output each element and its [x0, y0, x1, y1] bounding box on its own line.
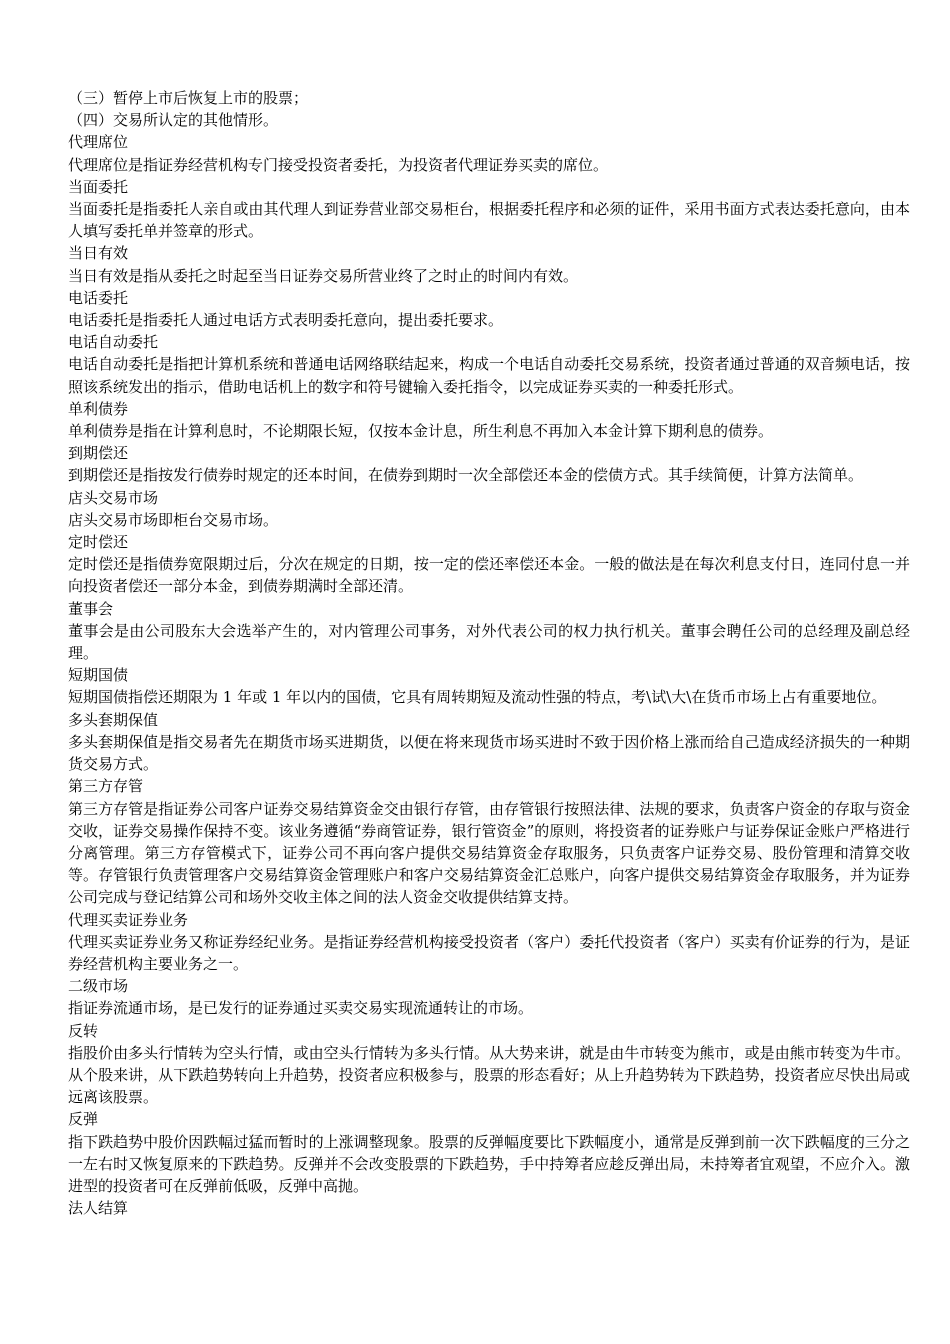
- term-definition: 第三方存管是指证券公司客户证券交易结算资金交由银行存管，由存管银行按照法律、法规的要求，负责客户资金的存取与资金交收，证券交易操作保持不变。该业务遵循“券商管证券，银行管资金”的原则，将投资者的证券账户与证券保证金账户严格进行分离管理。第三方存管模式下，证券公司不再向客户提供交易结算资金存取服务，只负责客户证券交易、股份管理和清算交收等。存管银行负责管理客户交易结算资金管理账户和客户交易结算资金汇总账户，向客户提供交易结算资金存取服务，并为证券公司完成与登记结算公司和场外交收主体之间的法人资金交收提供结算支持。: [68, 799, 910, 907]
- term-heading: 反弹: [68, 1110, 99, 1129]
- term-heading: 董事会: [68, 599, 114, 618]
- term-heading: 定时偿还: [68, 533, 129, 552]
- term-definition: 多头套期保值是指交易者先在期货市场买进期货，以便在将来现货市场买进时不致于因价格上涨而给自己造成经济损失的一种期货交易方式。: [68, 732, 910, 774]
- term-definition: 到期偿还是指按发行债券时规定的还本时间，在债券到期时一次全部偿还本金的偿债方式。其手续简便，计算方法简单。: [68, 466, 864, 485]
- term-heading: 电话委托: [68, 288, 129, 307]
- term-heading: 到期偿还: [68, 444, 129, 463]
- list-item: （三）暂停上市后恢复上市的股票；: [68, 89, 309, 107]
- term-heading: 法人结算: [68, 1199, 129, 1218]
- term-definition: 短期国债指偿还期限为 1 年或 1 年以内的国债，它具有周转期短及流动性强的特点，考\试\大\在货币市场上占有重要地位。: [68, 688, 887, 707]
- term-definition: 指股价由多头行情转为空头行情，或由空头行情转为多头行情。从大势来讲，就是由牛市转变为熊市，或是由熊市转变为牛市。从个股来讲，从下跌趋势转向上升趋势，投资者应积极参与，股票的形态看好；从上升趋势转为下跌趋势，投资者应尽快出局或远离该股票。: [68, 1043, 910, 1107]
- term-definition: 当面委托是指委托人亲自或由其代理人到证券营业部交易柜台，根据委托程序和必须的证件，采用书面方式表达委托意向，由本人填写委托单并签章的形式。: [68, 200, 910, 241]
- term-heading: 当日有效: [68, 244, 129, 263]
- list-item: （四）交易所认定的其他情形。: [68, 111, 279, 130]
- term-definition: 店头交易市场即柜台交易市场。: [68, 510, 279, 529]
- term-definition: 指下跌趋势中股价因跌幅过猛而暂时的上涨调整现象。股票的反弹幅度要比下跌幅度小，通常是反弹到前一次下跌幅度的三分之一左右时又恢复原来的下跌趋势。反弹并不会改变股票的下跌趋势，手中持筹者应趁反弹出局，未持筹者宜观望，不应介入。激进型的投资者可在反弹前低吸，反弹中高抛。: [68, 1132, 910, 1195]
- term-definition: 代理席位是指证券经营机构专门接受投资者委托，为投资者代理证券买卖的席位。: [68, 155, 609, 174]
- document-page: [68, 87, 910, 1219]
- term-heading: 短期国债: [68, 666, 129, 685]
- term-heading: 第三方存管: [68, 777, 144, 796]
- term-definition: 单利债券是指在计算利息时，不论期限长短，仅按本金计息，所生利息不再加入本金计算下期利息的债券。: [68, 422, 774, 441]
- term-definition: 定时偿还是指债券宽限期过后，分次在规定的日期，按一定的偿还率偿还本金。一般的做法是在每次利息支付日，连同付息一并向投资者偿还一部分本金，到债券期满时全部还清。: [68, 555, 910, 596]
- term-heading: 代理席位: [68, 133, 129, 152]
- term-definition: 电话自动委托是指把计算机系统和普通电话网络联结起来，构成一个电话自动委托交易系统，投资者通过普通的双音频电话，按照该系统发出的指示，借助电话机上的数字和符号键输入委托指令，以完成证券买卖的一种委托形式。: [68, 355, 910, 396]
- term-heading: 多头套期保值: [68, 710, 159, 729]
- term-heading: 代理买卖证券业务: [68, 910, 189, 929]
- term-definition: 指证券流通市场，是已发行的证券通过买卖交易实现流通转让的市场。: [68, 999, 534, 1018]
- term-definition: 代理买卖证券业务又称证券经纪业务。是指证券经营机构接受投资者（客户）委托代投资者（客户）买卖有价证券的行为，是证券经营机构主要业务之一。: [68, 932, 910, 973]
- term-heading: 电话自动委托: [68, 333, 159, 352]
- term-heading: 当面委托: [68, 177, 129, 196]
- term-heading: 反转: [68, 1021, 99, 1040]
- term-definition: 董事会是由公司股东大会选举产生的，对内管理公司事务，对外代表公司的权力执行机关。董事会聘任公司的总经理及副总经理。: [68, 621, 910, 663]
- term-heading: 店头交易市场: [68, 488, 159, 507]
- term-definition: 电话委托是指委托人通过电话方式表明委托意向，提出委托要求。: [68, 311, 504, 330]
- term-heading: 单利债券: [68, 399, 129, 418]
- term-heading: 二级市场: [68, 977, 129, 996]
- term-definition: 当日有效是指从委托之时起至当日证券交易所营业终了之时止的时间内有效。: [68, 266, 579, 285]
